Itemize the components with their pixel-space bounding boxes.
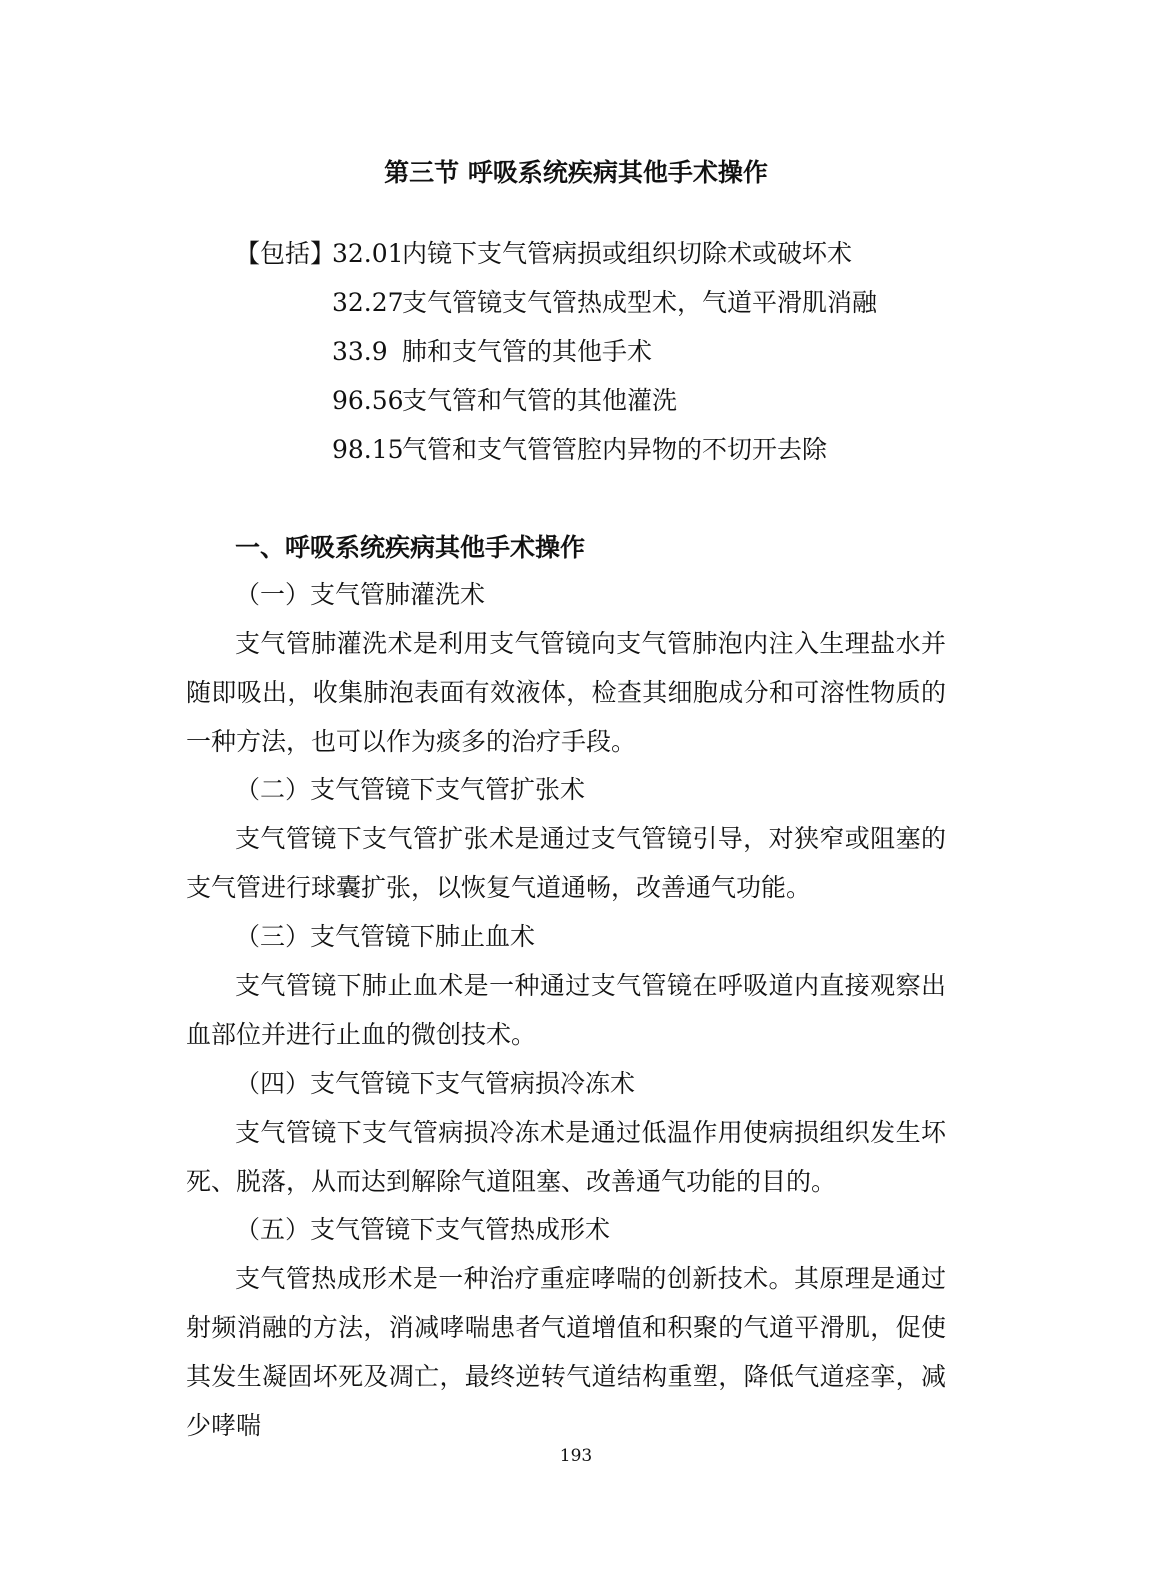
includes-label: 【包括】 [235,239,336,268]
procedure-code: 32.27 [332,288,404,317]
procedure-name: 肺和支气管的其他手术 [402,337,653,366]
subsection-paragraph: 支气管热成形术是一种治疗重症哮喘的创新技术。其原理是通过射频消融的方法，消减哮喘患者气道增值和积聚的气道平滑肌，促使其发生凝固坏死及凋亡，最终逆转气道结构重塑，降低气道痉挛，减少哮喘 [186,1264,946,1440]
section-title: 第三节 呼吸系统疾病其他手术操作 [384,158,768,187]
include-item [332,430,827,470]
subsection-heading: （四）支气管镜下支气管病损冷冻术 [235,1069,636,1098]
include-item [332,283,877,323]
subsection-paragraph: 支气管镜下支气管扩张术是通过支气管镜引导，对狭窄或阻塞的支气管进行球囊扩张，以恢复气道通畅，改善通气功能。 [186,824,946,902]
procedure-code: 98.15 [332,435,404,464]
include-item [332,234,852,274]
subsection-heading: （三）支气管镜下肺止血术 [235,922,536,951]
include-item [332,332,652,372]
heading-level-1: 一、呼吸系统疾病其他手术操作 [235,533,586,562]
subsection-paragraph: 支气管镜下肺止血术是一种通过支气管镜在呼吸道内直接观察出血部位并进行止血的微创技术。 [186,971,946,1049]
procedure-name: 支气管和气管的其他灌洗 [402,386,678,415]
subsection-paragraph: 支气管肺灌洗术是利用支气管镜向支气管肺泡内注入生理盐水并随即吸出，收集肺泡表面有效液体，检查其细胞成分和可溶性物质的一种方法，也可以作为痰多的治疗手段。 [186,629,946,756]
procedure-name: 支气管镜支气管热成型术，气道平滑肌消融 [402,288,878,317]
procedure-name: 内镜下支气管病损或组织切除术或破坏术 [402,239,853,268]
subsection-paragraph: 支气管镜下支气管病损冷冻术是通过低温作用使病损组织发生坏死、脱落，从而达到解除气道阻塞、改善通气功能的目的。 [186,1118,946,1196]
procedure-code: 96.56 [332,386,404,415]
procedure-name: 气管和支气管管腔内异物的不切开去除 [402,435,828,464]
procedure-code: 33.9 [332,337,388,366]
include-item [332,381,677,421]
subsection-heading: （二）支气管镜下支气管扩张术 [235,775,586,804]
page-number: 193 [559,1446,593,1466]
procedure-code: 32.01 [332,239,404,268]
subsection-heading: （一）支气管肺灌洗术 [235,580,486,609]
subsection-heading: （五）支气管镜下支气管热成形术 [235,1215,611,1244]
